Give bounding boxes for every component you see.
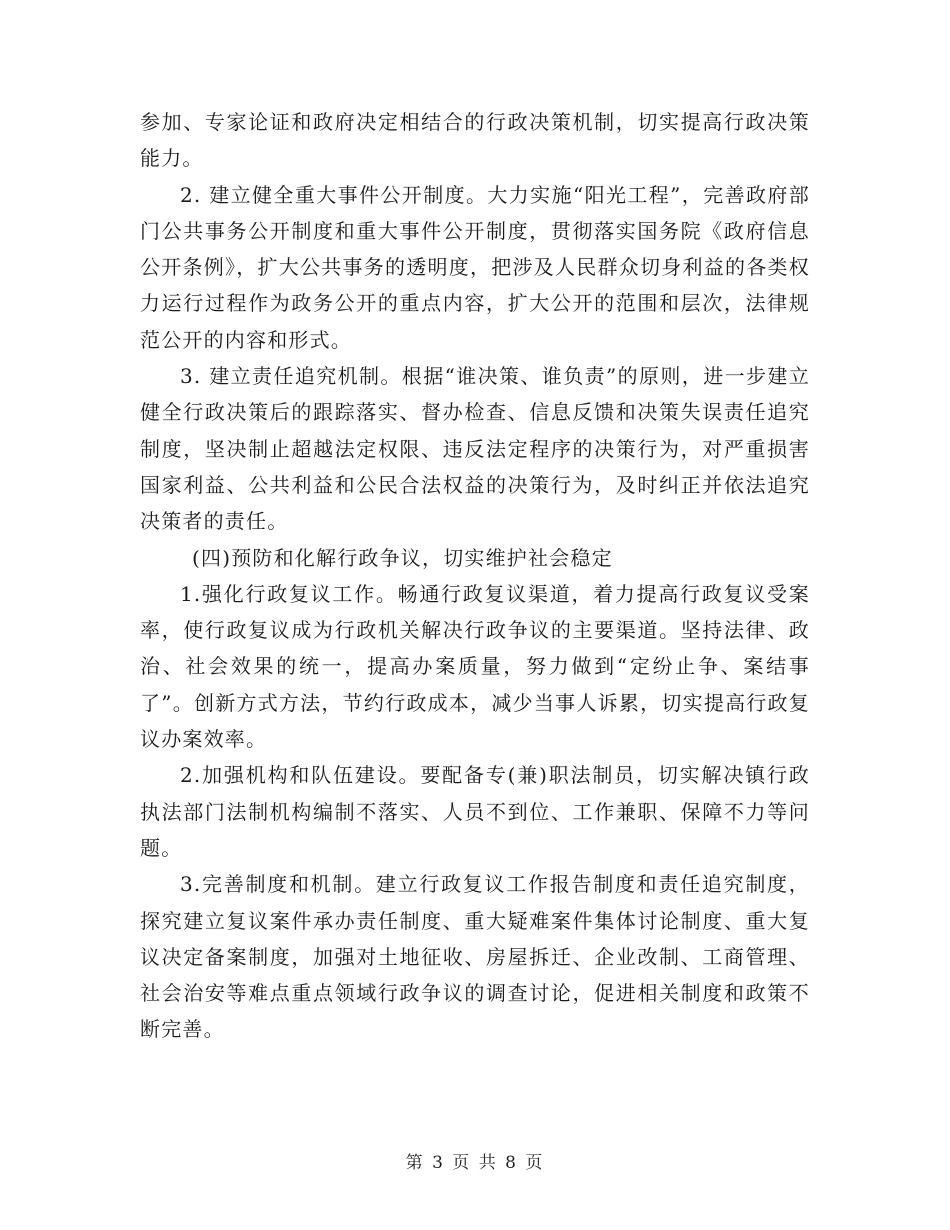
paragraph-accountability: 3. 建立责任追究机制。根据“谁决策、谁负责”的原则，进一步建立健全行政决策后的跟踪落实、督办检查、信息反馈和决策失误责任追究制度，坚决制止超越法定权限、违反法定程序的决策行为，对严重损害国家利益、公共利益和公民合法权益的决策行为，及时纠正并依法追究决策者的责任。 bbox=[140, 364, 810, 534]
paragraph-institutions: 3.完善制度和机制。建立行政复议工作报告制度和责任追究制度，探究建立复议案件承办责任制度、重大疑难案件集体讨论制度、重大复议决定备案制度，加强对土地征收、房屋拆迁、企业改制、工商管理、社会治安等难点重点领域行政争议的调查讨论，促进相关制度和政策不断完善。 bbox=[140, 872, 810, 1042]
page-number-footer: 第 3 页 共 8 页 bbox=[405, 1153, 545, 1173]
paragraph-disclosure-system: 2. 建立健全重大事件公开制度。大力实施“阳光工程”，完善政府部门公共事务公开制度和重大事件公开制度，贯彻落实国务院《政府信息公开条例》，扩大公共事务的透明度，把涉及人民群众切身利益的各类权力运行过程作为政务公开的重点内容，扩大公开的范围和层次，法律规范公开的内容和形式。 bbox=[140, 182, 810, 352]
paragraph-staffing: 2.加强机构和队伍建设。要配备专(兼)职法制员，切实解决镇行政执法部门法制机构编制不落实、人员不到位、工作兼职、保障不力等问题。 bbox=[140, 763, 810, 860]
section-heading-4: (四)预防和化解行政争议，切实维护社会稳定 bbox=[192, 545, 613, 570]
document-body bbox=[140, 104, 810, 1048]
paragraph-continuation: 参加、专家论证和政府决定相结合的行政决策机制，切实提高行政决策能力。 bbox=[140, 110, 810, 171]
paragraph-administrative-review: 1.强化行政复议工作。畅通行政复议渠道，着力提高行政复议受案率，使行政复议成为行政机关解决行政争议的主要渠道。坚持法律、政治、社会效果的统一，提高办案质量，努力做到“定纷止争、案结事了”。创新方式方法，节约行政成本，减少当事人诉累，切实提高行政复议办案效率。 bbox=[140, 581, 810, 752]
